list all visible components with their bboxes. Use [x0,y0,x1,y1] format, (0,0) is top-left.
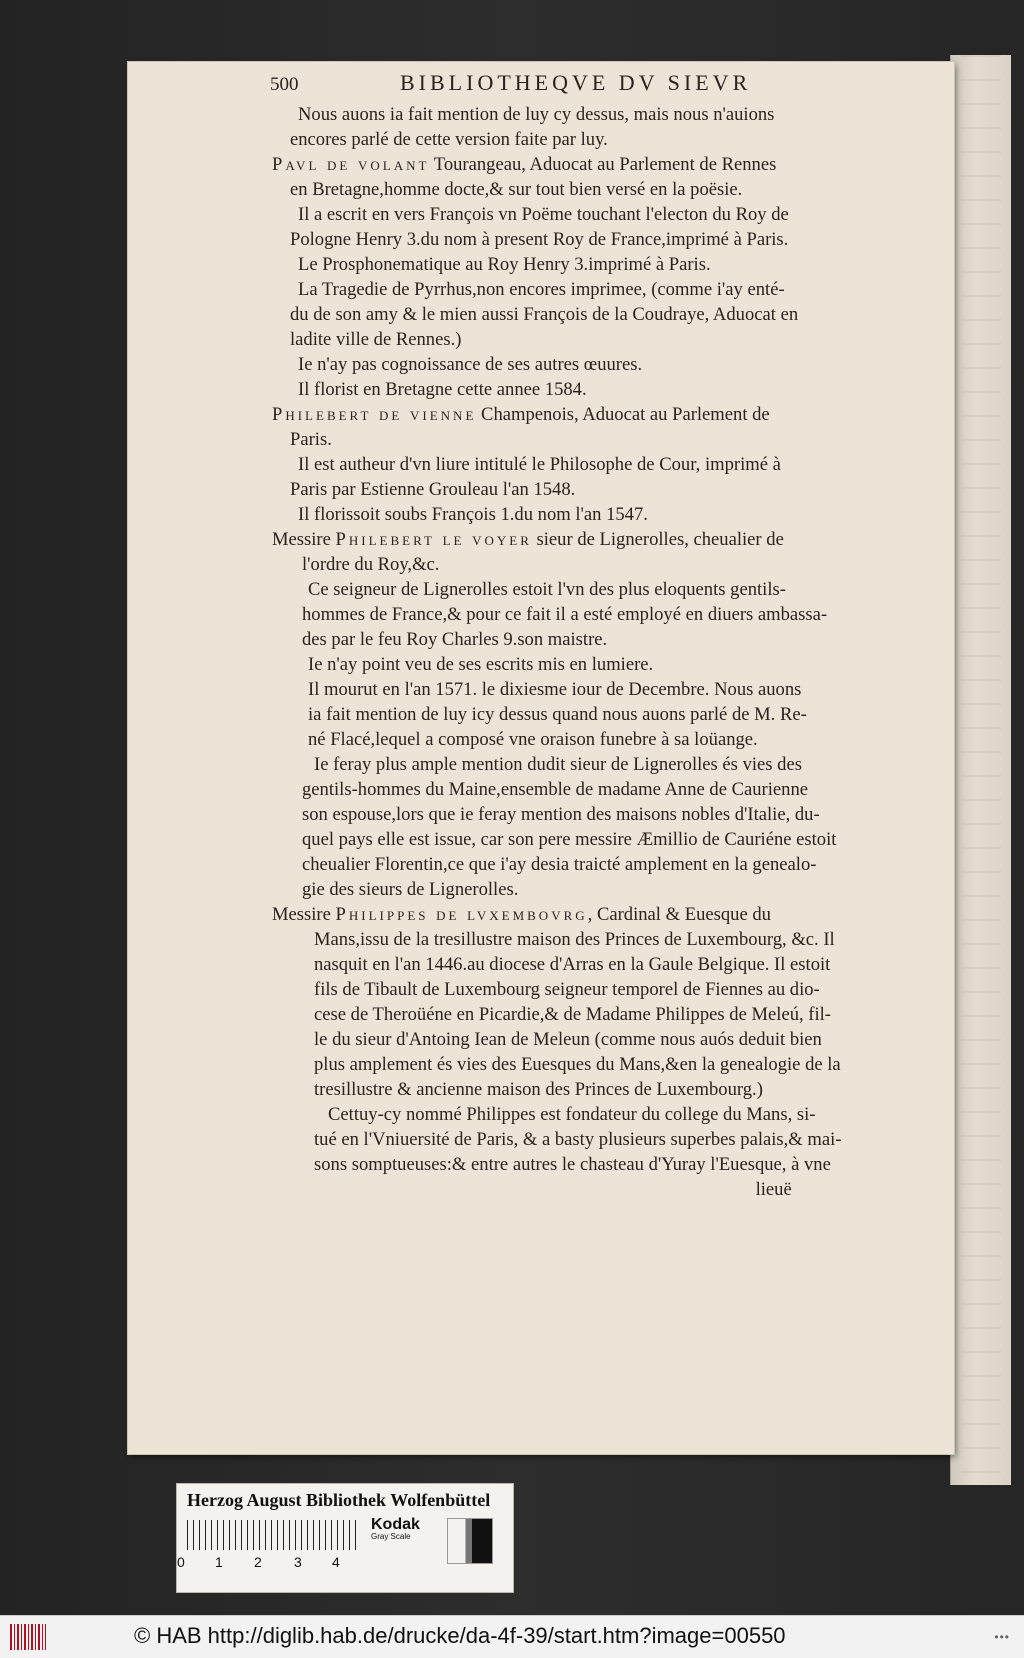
text-lines [140,102,880,1202]
text-line [140,752,880,777]
text-line [140,902,880,927]
text-line [140,527,880,552]
text-line [140,1077,880,1102]
kodak-logo: Kodak [371,1516,420,1533]
text-line [140,277,880,302]
entry-name: Philebert le voyer [335,529,532,550]
text-line [140,1027,880,1052]
line-text: sieur de Lignerolles, cheualier de [531,529,784,550]
line-text: tué en l'Vniuersité de Paris, & a basty plusieurs superbes palais,& mai- [314,1129,842,1150]
line-text: fils de Tibault de Luxembourg seigneur temporel de Fiennes au dio- [314,979,820,1000]
library-name: Herzog August Bibliothek Wolfenbüttel [187,1490,491,1510]
entry-name: Philippes de lvxembovrg [335,904,588,925]
line-text: Il a escrit en vers François vn Poëme touchant l'electon du Roy de [298,204,789,225]
text-line [140,377,880,402]
text-line [140,427,880,452]
text-line [140,602,880,627]
running-title: BIBLIOTHEQVE DV SIEVR [400,70,752,95]
line-text: Il mourut en l'an 1571. le dixiesme iour de Decembre. Nous auons [308,679,802,700]
text-line [140,702,880,727]
scale-tick: 1 [215,1554,223,1570]
line-text: du de son amy & le mien aussi François de la Coudraye, Aduocat en [290,304,799,325]
line-text: des par le feu Roy Charles 9.son maistre. [302,629,608,650]
line-text: Il florist en Bretagne cette annee 1584. [298,379,587,400]
text-line [140,777,880,802]
line-text: cese de Theroüéne en Picardie,& de Madame Philippes de Meleú, fil- [314,1004,832,1025]
page-number: 500 [270,74,299,95]
menu-dots-icon[interactable]: ••• [994,1630,1010,1644]
text-line [140,1102,880,1127]
text-line [140,252,880,277]
line-text: Cettuy-cy nommé Philippes est fondateur du college du Mans, si- [328,1104,816,1125]
line-text: le du sieur d'Antoing Iean de Meleun (comme nous auós deduit bien [314,1029,822,1050]
line-text: l'ordre du Roy,&c. [302,554,440,575]
text-line [140,477,880,502]
text-line [140,852,880,877]
text-line [140,1177,880,1202]
line-text: tresillustre & ancienne maison des Princes de Luxembourg.) [314,1079,763,1100]
entry-prefix: Messire [272,529,336,550]
line-text: né Flacé,lequel a composé vne oraison funebre à sa loüange. [308,729,758,750]
text-line [140,227,880,252]
line-text: encores parlé de cette version faite par luy. [290,129,608,150]
line-text: Tourangeau, Aduocat au Parlement de Rennes [429,154,777,175]
text-line [140,927,880,952]
kodak-label [371,1516,441,1566]
line-text: La Tragedie de Pyrrhus,non encores imprimee, (comme i'ay enté- [298,279,785,300]
text-line [140,627,880,652]
text-line [140,577,880,602]
line-text: ladite ville de Rennes.) [290,329,462,350]
line-text: Paris par Estienne Grouleau l'an 1548. [290,479,576,500]
gray-scale-patch [447,1518,493,1564]
text-line [140,677,880,702]
scale-tick: 2 [254,1554,262,1570]
line-text: Ie n'ay pas cognoissance de ses autres œuures. [298,354,643,375]
line-text: hommes de France,& pour ce fait il a esté employé en diuers ambassa- [302,604,828,625]
text-line [140,127,880,152]
ruler-scale [187,1520,357,1550]
line-text: Ce seigneur de Lignerolles estoit l'vn des plus eloquents gentils- [308,579,786,600]
line-text: plus amplement és vies des Euesques du Mans,&en la genealogie de la [314,1054,841,1075]
page-header [270,70,880,100]
scale-tick: 3 [294,1554,302,1570]
scale-tick: 0 [177,1554,185,1570]
facing-page-edge [950,55,1011,1485]
text-line [140,552,880,577]
scale-tick: 4 [332,1554,340,1570]
text-line [140,802,880,827]
line-text: sons somptueuses:& entre autres le chasteau d'Yuray l'Euesque, à vne [314,1154,831,1175]
facing-page-bleed [961,55,1001,1485]
kodak-subtitle: Gray Scale [371,1532,411,1541]
text-line [140,402,880,427]
entry-name: Pavl de volant [272,154,430,175]
line-text: nasquit en l'an 1446.au diocese d'Arras en la Gaule Belgique. Il estoit [314,954,831,975]
line-text: gie des sieurs de Lignerolles. [302,879,519,900]
barcode-icon [10,1624,46,1650]
page-text [140,70,880,1202]
text-line [140,152,880,177]
line-text: cheualier Florentin,ce que i'ay desia traicté amplement en la genealo- [302,854,817,875]
text-line [140,202,880,227]
text-line [140,177,880,202]
line-text: quel pays elle est issue, car son pere messire Æmillio de Cauriéne estoit [302,829,837,850]
text-line [140,1127,880,1152]
line-text: Champenois, Aduocat au Parlement de [476,404,770,425]
text-line [140,452,880,477]
footer-url-text[interactable]: © HAB http://diglib.hab.de/drucke/da-4f-39/start.htm?image=00550 [134,1623,786,1648]
line-text: lieuë [314,1179,792,1200]
line-text: en Bretagne,homme docte,& sur tout bien versé en la poësie. [290,179,743,200]
text-line [140,952,880,977]
text-line [140,102,880,127]
text-line [140,502,880,527]
text-line [140,652,880,677]
library-color-card [176,1483,514,1593]
line-text: ia fait mention de luy icy dessus quand nous auons parlé de M. Re- [308,704,807,725]
text-line [140,827,880,852]
line-text: , Cardinal & Euesque du [587,904,771,925]
line-text: Le Prosphonematique au Roy Henry 3.imprimé à Paris. [298,254,711,275]
text-line [140,352,880,377]
text-line [140,1052,880,1077]
text-line [140,1152,880,1177]
entry-prefix: Messire [272,904,336,925]
line-text: Il est autheur d'vn liure intitulé le Philosophe de Cour, imprimé à [298,454,781,475]
line-text: son espouse,lors que ie feray mention des maisons nobles d'Italie, du- [302,804,820,825]
text-line [140,327,880,352]
text-line [140,877,880,902]
text-line [140,727,880,752]
footer-bar [0,1615,1024,1658]
line-text: Ie n'ay point veu de ses escrits mis en lumiere. [308,654,654,675]
line-text: gentils-hommes du Maine,ensemble de madame Anne de Caurienne [302,779,809,800]
text-line [140,1002,880,1027]
line-text: Pologne Henry 3.du nom à present Roy de France,imprimé à Paris. [290,229,789,250]
line-text: Il florissoit soubs François 1.du nom l'an 1547. [298,504,648,525]
text-line [140,977,880,1002]
line-text: Ie feray plus ample mention dudit sieur de Lignerolles és vies des [314,754,802,775]
line-text: Paris. [290,429,332,450]
entry-name: Philebert de vienne [272,404,477,425]
text-line [140,302,880,327]
line-text: Mans,issu de la tresillustre maison des Princes de Luxembourg, &c. Il [314,929,835,950]
line-text: Nous auons ia fait mention de luy cy dessus, mais nous n'auions [298,104,775,125]
